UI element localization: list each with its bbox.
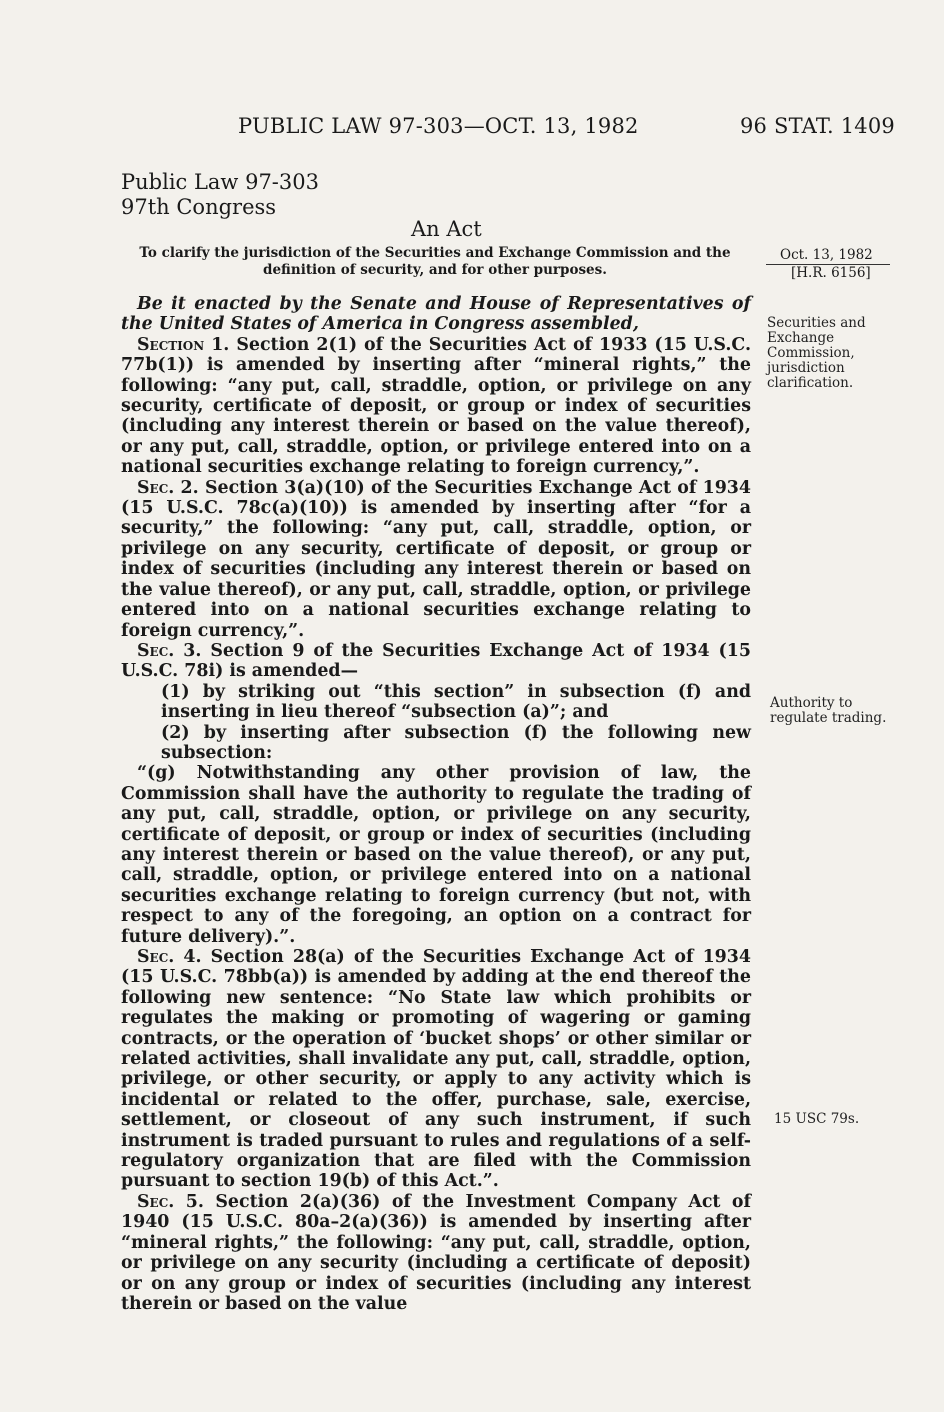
- statute-page-number: 96 STAT. 1409: [740, 114, 895, 138]
- section-text: 4. Section 28(a) of the Securities Exchange Act of 1934 (15 U.S.C. 78bb(a)) is amended by adding at the end thereof the following new sentence: “No State law which prohibits or regulates the making or promoting of wagering or gaming contracts, or the operation of ‘bucket shops’ or other similar or related activities, shall invalidate any put, call, straddle, option, privilege, or other security, or apply to any activity which is incidental or related to the offer, purchase, sale, exercise, settlement, or closeout of any such instrument, if such instrument is traded pursuant to rules and regulations of a self-regulatory organization that are filed with the Commission pursuant to section 19(b) of this Act.”.: [121, 947, 751, 1192]
- margin-note-usc-citation: 15 USC 79s.: [774, 1111, 860, 1127]
- running-header-title: PUBLIC LAW 97-303—OCT. 13, 1982: [238, 114, 639, 138]
- public-law-number: Public Law 97-303: [121, 170, 319, 194]
- section-3-item-2: (2) by inserting after subsection (f) the following new subsection:: [161, 722, 751, 763]
- purpose-line: definition of security, and for other purposes.: [263, 262, 607, 278]
- margin-note-line: Exchange: [767, 330, 835, 346]
- congress-label: 97th Congress: [121, 195, 277, 219]
- purpose-line: To clarify the jurisdiction of the Securities and Exchange Commission and the: [139, 245, 731, 261]
- act-purpose: [121, 245, 749, 279]
- margin-note-sec-jurisdiction: [767, 316, 897, 391]
- margin-note-line: regulate trading.: [770, 710, 887, 726]
- section-label: Sec.: [137, 947, 175, 967]
- margin-note-line: jurisdiction: [767, 360, 845, 376]
- act-body: [121, 294, 751, 1314]
- margin-note-line: Securities and: [767, 315, 866, 331]
- section-2: [121, 478, 751, 641]
- section-text: 5. Section 2(a)(36) of the Investment Company Act of 1940 (15 U.S.C. 80a–2(a)(36)) is amended by inserting after “mineral rights,” the following: “any put, call, straddle, option, or privilege on any security (including a certificate of deposit) or on any group or index of securities (including any interest therein or based on the value: [121, 1191, 751, 1314]
- section-text: 3. Section 9 of the Securities Exchange Act of 1934 (15 U.S.C. 78i) is amended—: [121, 640, 751, 682]
- act-heading: An Act: [411, 217, 482, 241]
- section-text: 2. Section 3(a)(10) of the Securities Exchange Act of 1934 (15 U.S.C. 78c(a)(10)) is amended by inserting after “for a security,” the following: “any put, call, straddle, option, or privilege on any security, certificate of deposit, or group or index of securities (including any interest therein or based on the value thereof), or any put, call, straddle, option, or privilege entered into on a national securities exchange relating to foreign currency,”.: [121, 477, 751, 641]
- enactment-date: Oct. 13, 1982: [780, 247, 873, 263]
- enacting-clause: Be it enacted by the Senate and House of Representatives of the United States of America in Congress assembled,: [121, 294, 751, 335]
- section-5: [121, 1192, 751, 1314]
- section-label: Sec.: [137, 477, 175, 498]
- margin-note-line: clarification.: [767, 375, 854, 391]
- section-text: 1. Section 2(1) of the Securities Act of 1933 (15 U.S.C. 77b(1)) is amended by inserting after “mineral rights,” the following: “any put, call, straddle, option, or privilege on any security, certificate of deposit, or group or index of securities (including any interest therein or based on the value thereof), or any put, call, straddle, option, or privilege entered into on a national securities exchange relating to foreign currency,”.: [121, 334, 751, 478]
- margin-note-regulate-trading: [770, 696, 900, 726]
- section-label: Section: [137, 334, 205, 355]
- subsection-g: “(g) Notwithstanding any other provision of law, the Commission shall have the authority to regulate the trading of any put, call, straddle, option, or privilege on any security, certificate of deposit, or group or index of securities (including any interest therein or based on the value thereof), or any put, call, straddle, option, or privilege entered into on a national securities exchange relating to foreign currency (but not, with respect to any of the foregoing, an option on a contract for future delivery).”.: [121, 763, 751, 947]
- margin-note-line: Commission,: [767, 345, 855, 361]
- margin-note-line: Authority to: [770, 695, 853, 711]
- section-label: Sec.: [137, 640, 175, 661]
- section-1: [121, 335, 751, 478]
- section-3-item-1: (1) by striking out “this section” in subsection (f) and inserting in lieu thereof “subsection (a)”; and: [161, 681, 751, 723]
- section-3: [121, 641, 751, 682]
- section-4: [121, 947, 751, 1192]
- bill-number: [H.R. 6156]: [791, 265, 871, 281]
- law-identifier: [121, 170, 319, 220]
- section-label: Sec.: [137, 1191, 175, 1212]
